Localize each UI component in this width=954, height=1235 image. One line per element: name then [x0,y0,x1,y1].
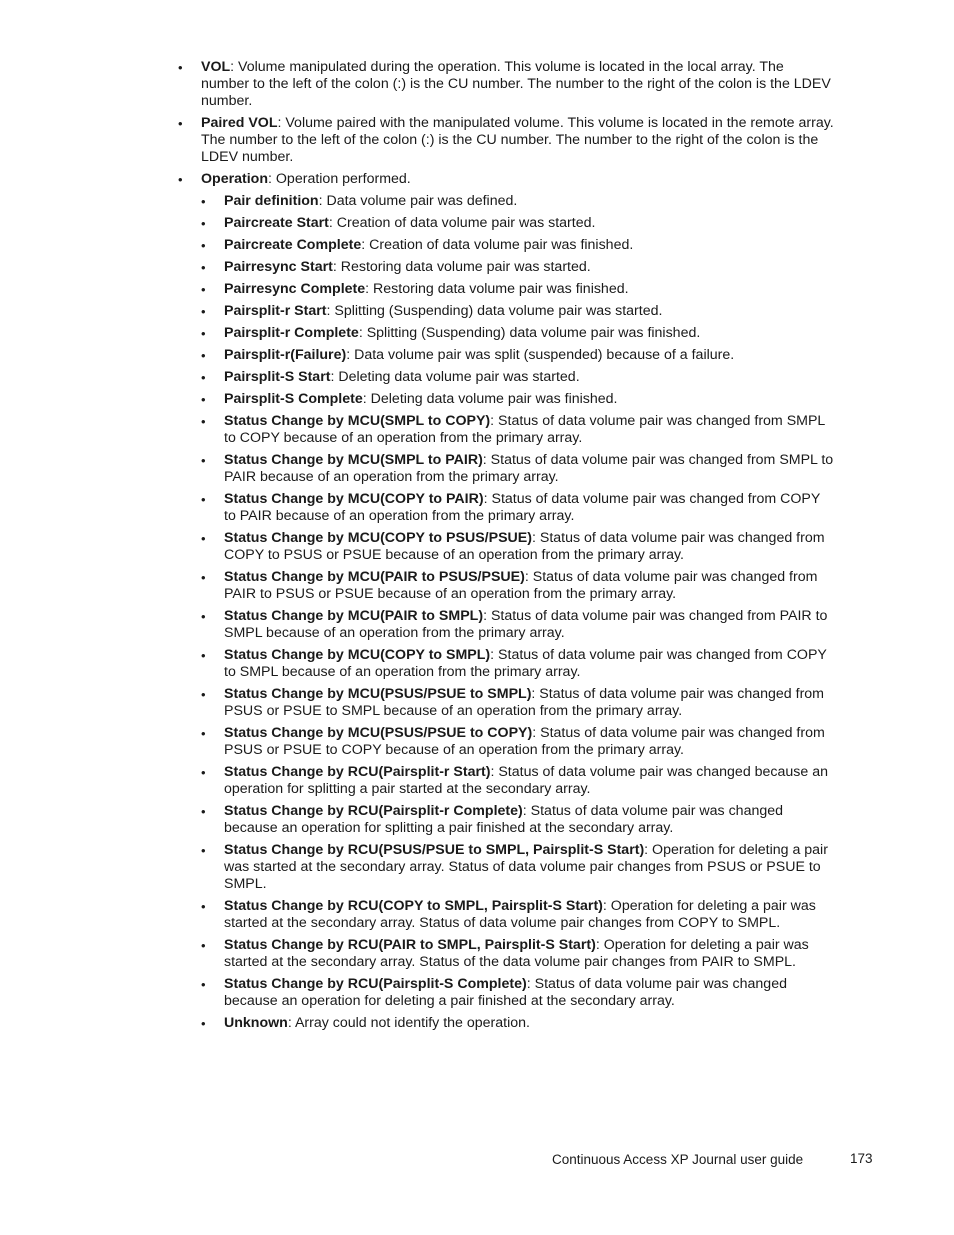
item-description: : Operation for deleting a pair was started at the secondary array. Status of data volume pair changes from PSUS or PSUE to SMPL. [224,842,828,892]
item-description: : Volume manipulated during the operation. This volume is located in the local array. The number to the left of the colon (:) is the CU number. The number to the right of the colon is the LDEV number. [201,59,831,109]
bullet-icon: • [201,765,206,780]
item-description: : Status of data volume pair was changed from PAIR to PSUS or PSUE because of an operation from the primary array. [224,569,818,602]
item-description: : Operation performed. [268,171,411,187]
item-description: : Status of data volume pair was changed from PSUS or PSUE to SMPL because of an operation from the primary array. [224,686,824,719]
item-term: Status Change by MCU(PSUS/PSUE to COPY) [224,725,533,741]
item-description: : Status of data volume pair was changed because an operation for deleting a pair finished at the secondary array. [224,976,787,1009]
item-term: Paired VOL [201,115,278,131]
item-description: : Volume paired with the manipulated volume. This volume is located in the remote array. The number to the left of the colon (:) is the CU number. The number to the right of the colon is the LDEV number. [201,115,834,165]
list-item [201,842,834,893]
bullet-icon: • [178,60,183,75]
item-term: Pairsplit-r Start [224,303,327,319]
list-item [201,281,834,298]
item-term: Status Change by RCU(Pairsplit-r Start) [224,764,491,780]
item-description: : Creation of data volume pair was finished. [361,237,634,253]
list-item [201,237,834,254]
bullet-icon: • [201,804,206,819]
item-term: Status Change by MCU(PSUS/PSUE to SMPL) [224,686,532,702]
list-item [201,608,834,642]
item-description: : Status of data volume pair was changed from SMPL to PAIR because of an operation from the primary array. [224,452,834,485]
item-term: Status Change by RCU(Pairsplit-S Complete) [224,976,527,992]
bullet-icon: • [201,687,206,702]
bullet-icon: • [201,326,206,341]
bullet-icon: • [178,116,183,131]
list-item [201,193,834,210]
item-term: Status Change by RCU(COPY to SMPL, Pairsplit-S Start) [224,898,603,914]
item-term: Status Change by MCU(SMPL to PAIR) [224,452,483,468]
bullet-icon: • [201,570,206,585]
item-term: Paircreate Start [224,215,329,231]
bullet-icon: • [201,453,206,468]
bullet-icon: • [201,392,206,407]
bullet-icon: • [201,194,206,209]
list-item [201,937,834,971]
page-number: 173 [850,1151,873,1166]
operation-list [201,193,834,1032]
list-item [201,452,834,486]
item-term: Pairresync Complete [224,281,366,297]
item-term: Status Change by MCU(SMPL to COPY) [224,413,491,429]
bullet-icon: • [201,348,206,363]
list-item [201,569,834,603]
list-item [201,413,834,447]
bullet-icon: • [201,1016,206,1031]
item-term: Status Change by RCU(PSUS/PSUE to SMPL, Pairsplit-S Start) [224,842,645,858]
bullet-icon: • [201,648,206,663]
list-item-vol [178,59,834,110]
item-term: Status Change by MCU(PAIR to SMPL) [224,608,484,624]
bullet-icon: • [201,726,206,741]
item-description: : Status of data volume pair was changed from SMPL to COPY because of an operation from the primary array. [224,413,825,446]
bullet-icon: • [201,282,206,297]
item-description: : Data volume pair was defined. [318,193,518,209]
item-term: Pair definition [224,193,319,209]
bullet-icon: • [201,609,206,624]
item-term: Status Change by RCU(Pairsplit-r Complete) [224,803,523,819]
item-term: Status Change by MCU(COPY to PSUS/PSUE) [224,530,532,546]
item-description: : Creation of data volume pair was started. [328,215,596,231]
item-description: : Status of data volume pair was changed from COPY to PSUS or PSUE because of an operation from the primary array. [224,530,825,563]
bullet-icon: • [201,216,206,231]
item-term: Status Change by MCU(COPY to SMPL) [224,647,491,663]
item-description: : Status of data volume pair was changed because an operation for splitting a pair started at the secondary array. [224,764,829,797]
item-term: Unknown [224,1015,288,1031]
list-item [201,491,834,525]
list-item [201,530,834,564]
list-item [201,259,834,276]
item-term: Status Change by RCU(PAIR to SMPL, Pairsplit-S Start) [224,937,596,953]
item-description: : Status of data volume pair was changed because an operation for splitting a pair finished at the secondary array. [224,803,784,836]
item-description: : Restoring data volume pair was finished. [365,281,629,297]
page-body [178,59,834,1037]
list-item [201,803,834,837]
item-description: : Operation for deleting a pair was started at the secondary array. Status of data volume pair changes from COPY to SMPL. [224,898,816,931]
item-term: Pairsplit-S Complete [224,391,363,407]
bullet-icon: • [201,531,206,546]
bullet-icon: • [201,843,206,858]
list-item [201,369,834,386]
item-description: : Restoring data volume pair was started. [332,259,591,275]
list-item [201,303,834,320]
item-term: Pairresync Start [224,259,333,275]
list-item [201,686,834,720]
list-item [201,1015,834,1032]
item-description: : Splitting (Suspending) data volume pair was started. [326,303,663,319]
item-description: : Data volume pair was split (suspended) because of a failure. [346,347,735,363]
item-description: : Splitting (Suspending) data volume pair was finished. [358,325,701,341]
item-term: Status Change by MCU(COPY to PAIR) [224,491,484,507]
bullet-icon: • [201,370,206,385]
item-term: Pairsplit-r(Failure) [224,347,347,363]
bullet-icon: • [201,238,206,253]
list-item [201,647,834,681]
item-term: Status Change by MCU(PAIR to PSUS/PSUE) [224,569,525,585]
list-item-paired-vol [178,115,834,166]
list-item [201,764,834,798]
footer-title: Continuous Access XP Journal user guide [552,1152,804,1167]
list-item [201,976,834,1010]
item-description: : Deleting data volume pair was finished. [362,391,618,407]
bullet-icon: • [201,304,206,319]
list-item [201,898,834,932]
item-description: : Status of data volume pair was changed from PSUS or PSUE to COPY because of an operation from the primary array. [224,725,825,758]
item-term: Paircreate Complete [224,237,362,253]
bullet-icon: • [201,899,206,914]
item-term: Pairsplit-S Start [224,369,331,385]
bullet-icon: • [201,977,206,992]
item-description: : Status of data volume pair was changed from PAIR to SMPL because of an operation from the primary array. [224,608,828,641]
item-term: Operation [201,171,269,187]
bullet-icon: • [201,492,206,507]
list-item [201,325,834,342]
item-description: : Array could not identify the operation. [287,1015,530,1031]
list-item-operation [178,171,834,188]
list-item [201,725,834,759]
list-item [201,391,834,408]
list-item [201,215,834,232]
item-term: VOL [201,59,231,75]
item-term: Pairsplit-r Complete [224,325,359,341]
item-description: : Status of data volume pair was changed from COPY to SMPL because of an operation from the primary array. [224,647,827,680]
field-list [178,59,834,188]
item-description: : Status of data volume pair was changed from COPY to PAIR because of an operation from the primary array. [224,491,821,524]
bullet-icon: • [201,414,206,429]
bullet-icon: • [201,938,206,953]
bullet-icon: • [201,260,206,275]
list-item [201,347,834,364]
item-description: : Deleting data volume pair was started. [330,369,580,385]
item-description: : Operation for deleting a pair was started at the secondary array. Status of the data volume pair changes from PAIR to SMPL. [224,937,809,970]
bullet-icon: • [178,172,183,187]
